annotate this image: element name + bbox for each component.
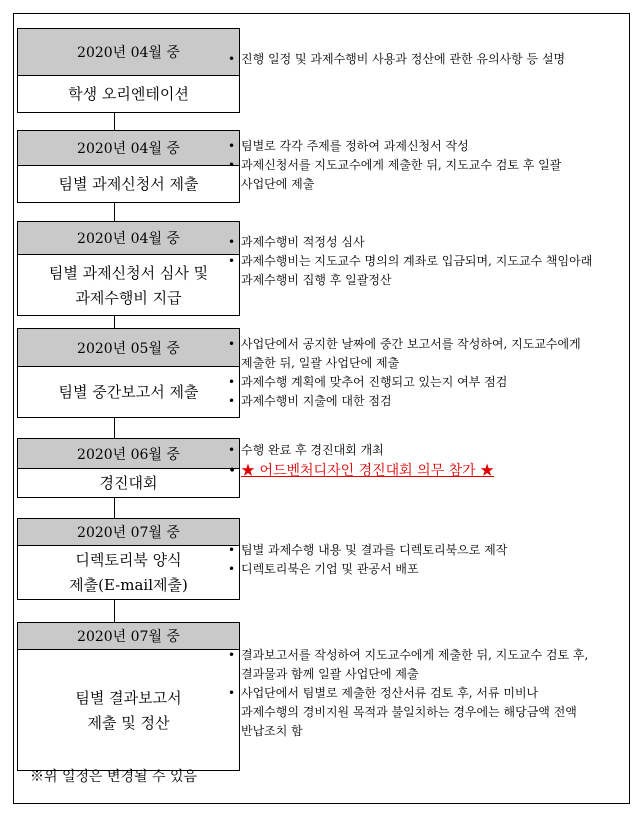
schedule-step bbox=[17, 28, 240, 113]
step-date: 2020년 04월 중 bbox=[18, 131, 239, 166]
step-title-line: 팀별 중간보고서 제출 bbox=[58, 383, 199, 401]
footnote: ※위 일정은 변경될 수 있음 bbox=[30, 769, 198, 785]
step-date: 2020년 07월 중 bbox=[18, 623, 239, 650]
step-title bbox=[18, 546, 239, 600]
step-date: 2020년 04월 중 bbox=[18, 29, 239, 76]
step-date: 2020년 05월 중 bbox=[18, 329, 239, 367]
step-connector bbox=[114, 316, 115, 328]
step-notes bbox=[228, 441, 598, 482]
step-title-line: 제출 및 정산 bbox=[87, 713, 170, 732]
step-notes bbox=[228, 646, 598, 741]
note-item: • 진행 일정 및 과제수행비 사용과 정산에 관한 유의사항 등 설명 bbox=[228, 50, 598, 69]
step-title bbox=[18, 367, 239, 418]
note-item: • 과제수행 계획에 맞추어 진행되고 있는지 여부 점검 bbox=[228, 373, 598, 392]
note-item: • 과제수행비 지출에 대한 점검 bbox=[228, 392, 598, 411]
step-date: 2020년 04월 중 bbox=[18, 222, 239, 255]
note-item: • 과제신청서를 지도교수에게 제출한 뒤, 지도교수 검토 후 일괄 사업단에 제출 bbox=[228, 156, 598, 194]
step-notes bbox=[228, 541, 598, 579]
step-connector bbox=[114, 600, 115, 622]
schedule-step bbox=[17, 221, 240, 316]
step-title-line: 디렉토리북 양식 bbox=[75, 551, 182, 569]
schedule-step bbox=[17, 328, 240, 418]
schedule-step bbox=[17, 130, 240, 203]
step-title bbox=[18, 650, 239, 771]
step-connector bbox=[114, 203, 115, 221]
step-title-line: 팀별 결과보고서 bbox=[75, 688, 182, 707]
note-item: • 과제수행비 적정성 심사 bbox=[228, 233, 598, 252]
step-notes bbox=[228, 233, 598, 290]
note-item: • 팀별로 각각 주제를 정하여 과제신청서 작성 bbox=[228, 137, 598, 156]
step-title-line: 제출(E-mail제출) bbox=[69, 576, 188, 594]
schedule-step bbox=[17, 518, 240, 600]
step-title-line: 팀별 과제신청서 심사 및 bbox=[48, 263, 209, 282]
note-item: • 사업단에서 팀별로 제출한 정산서류 검토 후, 서류 미비나 과제수행의 경비지원 목적과 불일치하는 경우에는 해당금액 전액 반납조치 함 bbox=[228, 684, 598, 741]
step-connector bbox=[114, 418, 115, 438]
step-notes bbox=[228, 137, 598, 194]
step-date: 2020년 07월 중 bbox=[18, 519, 239, 546]
step-title bbox=[18, 255, 239, 316]
note-item: • 디렉토리북은 기업 및 관공서 배포 bbox=[228, 560, 598, 579]
step-title-line: 경진대회 bbox=[99, 474, 158, 492]
step-notes bbox=[228, 50, 598, 69]
schedule-step bbox=[17, 438, 240, 498]
step-date: 2020년 06월 중 bbox=[18, 439, 239, 469]
note-item: • 수행 완료 후 경진대회 개최 bbox=[228, 441, 598, 460]
step-title-line: 과제수행비 지급 bbox=[75, 288, 182, 307]
note-item: • 과제수행비는 지도교수 명의의 계좌로 입금되며, 지도교수 책임아래 과제수행비 집행 후 일괄정산 bbox=[228, 252, 598, 290]
step-connector bbox=[114, 113, 115, 130]
step-title-line: 팀별 과제신청서 제출 bbox=[58, 175, 199, 193]
step-connector bbox=[114, 498, 115, 518]
note-item: • 사업단에서 공지한 날짜에 중간 보고서를 작성하여, 지도교수에게 제출한 뒤, 일괄 사업단에 제출 bbox=[228, 335, 598, 373]
step-title bbox=[18, 469, 239, 498]
highlight-note: • ★ 어드벤처디자인 경진대회 의무 참가 ★ bbox=[228, 460, 598, 482]
step-title bbox=[18, 76, 239, 113]
note-item: • 팀별 과제수행 내용 및 결과를 디렉토리북으로 제작 bbox=[228, 541, 598, 560]
step-title bbox=[18, 166, 239, 203]
note-item: • 결과보고서를 작성하여 지도교수에게 제출한 뒤, 지도교수 검토 후, 결과물과 함께 일괄 사업단에 제출 bbox=[228, 646, 598, 684]
step-title-line: 학생 오리엔테이션 bbox=[68, 85, 189, 103]
step-notes bbox=[228, 335, 598, 411]
schedule-step bbox=[17, 622, 240, 771]
